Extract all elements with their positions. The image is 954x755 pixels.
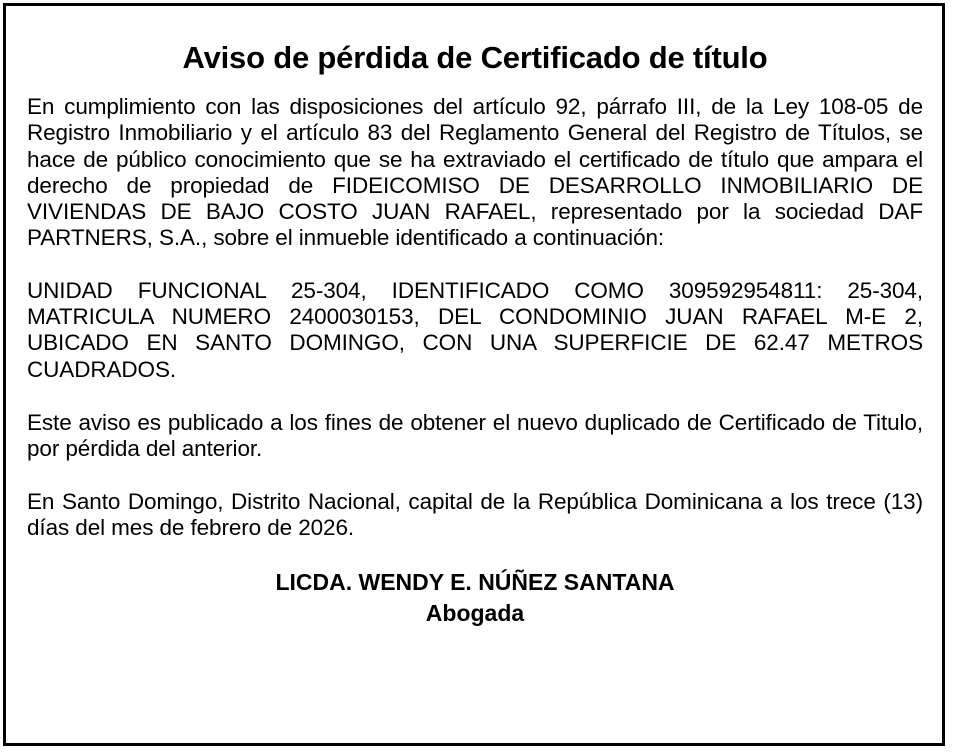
- signature-block: [27, 567, 923, 629]
- notice-paragraph-property-description: UNIDAD FUNCIONAL 25-304, IDENTIFICADO COMO 309592954811: 25-304, MATRICULA NUMERO 2400030153, DEL CONDOMINIO JUAN RAFAEL M-E 2, UBICADO EN SANTO DOMINGO, CON UNA SUPERFICIE DE 62.47 METROS CUADRADOS.: [27, 277, 923, 382]
- signature-name: LICDA. WENDY E. NÚÑEZ SANTANA: [275, 569, 675, 596]
- notice-paragraph-purpose: Este aviso es publicado a los fines de obtener el nuevo duplicado de Certificado de Titulo, por pérdida del anterior.: [27, 409, 923, 462]
- legal-notice: [3, 3, 945, 746]
- notice-paragraph-legal-basis: En cumplimiento con las disposiciones del artículo 92, párrafo III, de la Ley 108-05 de Registro Inmobiliario y el artículo 83 del Reglamento General del Registro de Títulos, se hace de público conocimiento que se ha extraviado el certificado de título que ampara el derecho de propiedad de FIDEICOMISO DE DESARROLLO INMOBILIARIO DE VIVIENDAS DE BAJO COSTO JUAN RAFAEL, representado por la sociedad DAF PARTNERS, S.A., sobre el inmueble identificado a continuación:: [27, 94, 923, 251]
- notice-title: Aviso de pérdida de Certificado de título: [182, 40, 768, 75]
- signature-role: Abogada: [425, 600, 525, 627]
- notice-paragraph-place-date: En Santo Domingo, Distrito Nacional, capital de la República Dominicana a los trece (13) días del mes de febrero de 2026.: [27, 488, 923, 540]
